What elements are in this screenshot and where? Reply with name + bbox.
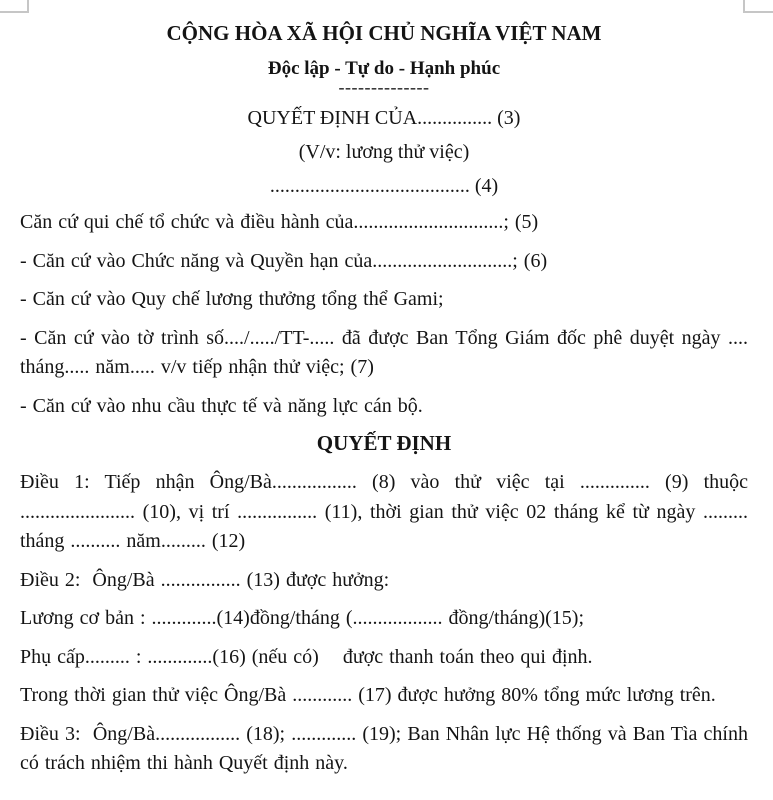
- top-left-corner-mark: [0, 0, 29, 13]
- base-salary-paragraph: Lương cơ bản : .............(14)đồng/tháng (.................. đồng/tháng)(15);: [20, 607, 585, 629]
- article-1-paragraph: Điều 1: Tiếp nhận Ông/Bà................. (8) vào thử việc tại .............. (9) thuộc ....................... (10), vị trí ................ (11), thời gian thử việc 02 tháng kể từ ngày ......... tháng .......... năm......... (12): [20, 471, 754, 552]
- probation-salary-paragraph: Trong thời gian thử việc Ông/Bà ............ (17) được hưởng 80% tổng mức lương trên.: [20, 684, 716, 706]
- allowance-paragraph: Phụ cấp......... : .............(16) (nếu có) được thanh toán theo qui định.: [20, 645, 593, 668]
- decision-heading: QUYẾT ĐỊNH: [316, 431, 452, 455]
- decision-title-line: QUYẾT ĐỊNH CỦA............... (3): [247, 107, 521, 129]
- article-2-paragraph: Điều 2: Ông/Bà ................ (13) được hưởng:: [20, 568, 390, 591]
- article-3-paragraph: Điều 3: Ông/Bà................. (18); ............. (19); Ban Nhân lực Hệ thống và Ban Tìa chính có trách nhiệm thi hành Quyết định này.: [20, 722, 754, 774]
- preamble-paragraph: - Căn cứ vào Quy chế lương thưởng tổng thể Gami;: [20, 288, 444, 310]
- preamble-paragraph: - Căn cứ vào tờ trình số..../...../TT-..... đã được Ban Tổng Giám đốc phê duyệt ngày .... tháng..... năm..... v/v tiếp nhận thử việc; (7): [20, 326, 754, 378]
- top-right-corner-mark: [743, 0, 773, 13]
- decision-subject-line: (V/v: lương thử việc): [298, 141, 470, 163]
- national-motto: Độc lập - Tự do - Hạnh phúc: [267, 58, 501, 79]
- national-title: CỘNG HÒA XÃ HỘI CHỦ NGHĨA VIỆT NAM: [166, 21, 602, 45]
- preamble-paragraph: - Căn cứ vào nhu cầu thực tế và năng lực cán bộ.: [20, 394, 423, 417]
- preamble-paragraph: - Căn cứ vào Chức năng và Quyền hạn của............................; (6): [20, 249, 548, 272]
- decision-dotted-line: ........................................ (4): [269, 175, 499, 197]
- preamble-paragraph: Căn cứ qui chế tổ chức và điều hành của..............................; (5): [20, 211, 539, 233]
- motto-divider-dashes: --------------: [338, 77, 430, 97]
